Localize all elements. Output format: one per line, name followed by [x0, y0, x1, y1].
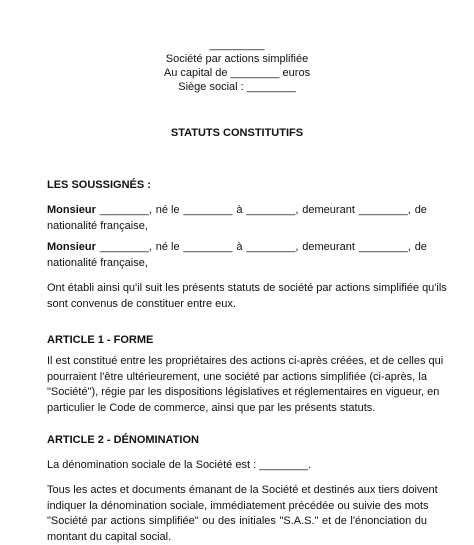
person-2-birthplace-blank: ________,	[246, 240, 298, 256]
person-1-line	[47, 203, 427, 219]
person-2-at-label: à	[236, 240, 242, 256]
intro-line: Ont établi ainsi qu'il suit les présents statuts de société par actions simplifiée qu'ils	[47, 281, 427, 297]
person-1-address-blank: ________,	[359, 203, 411, 219]
intro-paragraph	[47, 281, 427, 312]
article-2-line: montant du capital social.	[47, 530, 427, 545]
person-1-birthplace-blank: ________,	[246, 203, 298, 219]
person-1	[47, 203, 427, 234]
person-1-name-blank: ________,	[100, 203, 152, 219]
person-1-at-label: à	[236, 203, 242, 219]
article-1-line: "Société"), régie par les dispositions législatives et réglementaires en vigueur, en	[47, 385, 427, 401]
person-2-name-blank: ________,	[100, 240, 152, 256]
article-2-denomination	[47, 458, 427, 474]
denomination-line: La dénomination sociale de la Société est : ________.	[47, 458, 427, 474]
person-1-born-label: né le	[156, 203, 180, 219]
person-1-birthdate-blank: ________	[183, 203, 232, 219]
person-1-of-label: de	[415, 203, 427, 219]
article-1-paragraph	[47, 354, 427, 416]
person-2-address-blank: ________,	[359, 240, 411, 256]
person-2-birthdate-blank: ________	[183, 240, 232, 256]
person-2-of-label: de	[415, 240, 427, 256]
article-2-line: Tous les actes et documents émanant de la Société et destinés aux tiers doivent	[47, 483, 427, 499]
person-2-line	[47, 240, 427, 256]
capital-line: Au capital de ________ euros	[0, 66, 474, 80]
article-2-line: "Société par actions simplifiée" ou des initiales "S.A.S." et de l'énonciation du	[47, 514, 427, 530]
article-1-line: particulier le Code de commerce, ainsi que par les présents statuts.	[47, 401, 427, 417]
company-name-blank: _________	[0, 38, 474, 52]
intro-line: sont convenus de constituer entre eux.	[47, 297, 427, 313]
soussignes-heading: LES SOUSSIGNÉS :	[47, 178, 151, 192]
person-1-nationality: nationalité française,	[47, 219, 427, 235]
registered-office-line: Siège social : ________	[0, 80, 474, 94]
article-2-paragraph	[47, 483, 427, 545]
person-2	[47, 240, 427, 271]
person-2-nationality: nationalité française,	[47, 256, 427, 272]
article-1-line: Il est constitué entre les propriétaires des actions ci-après créées, et de celles qui	[47, 354, 427, 370]
article-1-heading: ARTICLE 1 - FORME	[47, 333, 153, 347]
article-1-line: pourraient l'être ultérieurement, une société par actions simplifiée (ci-après, la	[47, 370, 427, 386]
person-2-residing-label: demeurant	[302, 240, 355, 256]
company-type: Société par actions simplifiée	[0, 52, 474, 66]
person-1-residing-label: demeurant	[302, 203, 355, 219]
person-2-title: Monsieur	[47, 240, 96, 256]
person-1-title: Monsieur	[47, 203, 96, 219]
article-2-line: indiquer la dénomination sociale, immédiatement précédée ou suivie des mots	[47, 499, 427, 515]
person-2-born-label: né le	[156, 240, 180, 256]
article-2-heading: ARTICLE 2 - DÉNOMINATION	[47, 433, 199, 447]
document-title: STATUTS CONSTITUTIFS	[0, 126, 474, 140]
